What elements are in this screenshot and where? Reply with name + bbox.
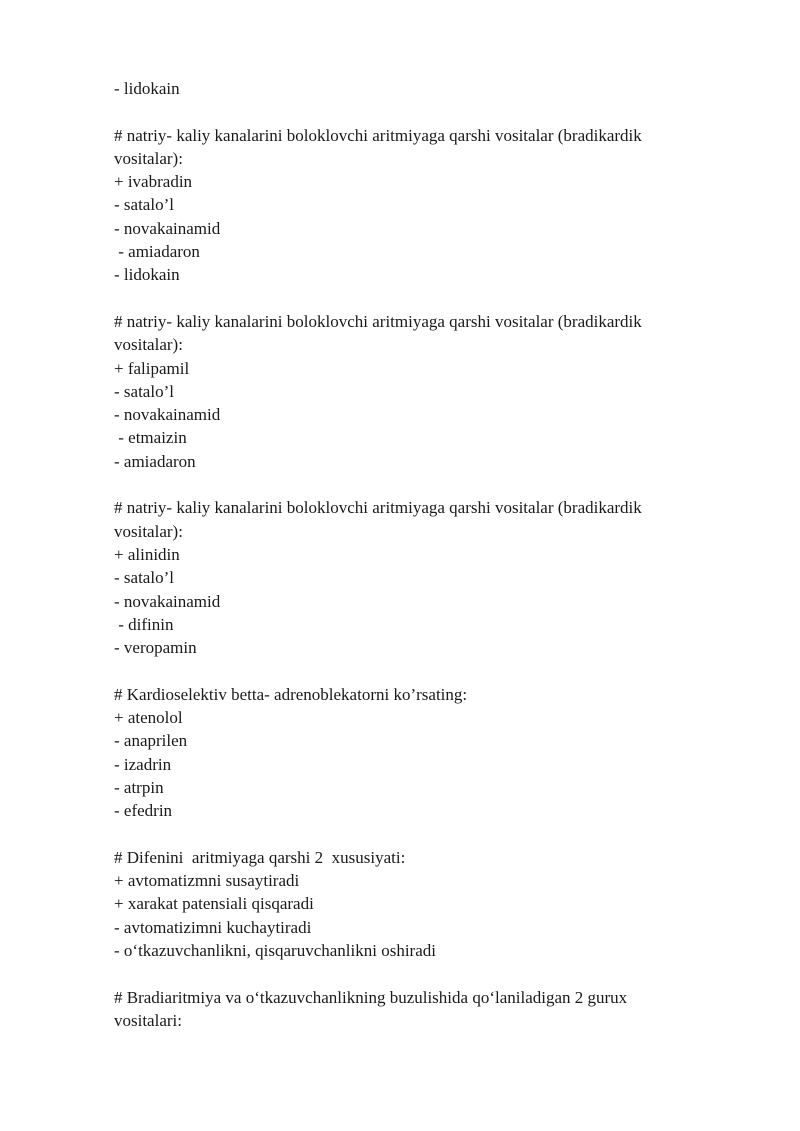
answer-option-line: - veropamin	[114, 638, 197, 658]
answer-option-line: - atrpin	[114, 777, 164, 797]
blank-line	[114, 287, 714, 310]
answer-option-line: - amiadaron	[114, 242, 200, 262]
blank-line	[114, 100, 714, 123]
text-line: vositalar):	[114, 335, 183, 355]
answer-option-line: - anaprilen	[114, 731, 188, 751]
correct-answer-line: + falipamil	[114, 358, 190, 378]
question-line: # natriy- kaliy kanalarini boloklovchi aritmiyaga qarshi vositalar (bradikardik	[114, 498, 642, 518]
answer-option-line: - o‘tkazuvchanlikni, qisqaruvchanlikni oshiradi	[114, 940, 436, 960]
answer-option-line: - etmaizin	[114, 428, 187, 448]
question-line: # Bradiaritmiya va o‘tkazuvchanlikning buzulishida qo‘laniladigan 2 gurux	[114, 987, 628, 1007]
correct-answer-line: + alinidin	[114, 544, 180, 564]
correct-answer-line: + ivabradin	[114, 172, 193, 192]
blank-line	[114, 962, 714, 985]
blank-line	[114, 473, 714, 496]
answer-option-line: - satalo’l	[114, 195, 174, 215]
text-line: vositalari:	[114, 1010, 182, 1030]
answer-option-line: - novakainamid	[114, 591, 221, 611]
question-line: # natriy- kaliy kanalarini boloklovchi aritmiyaga qarshi vositalar (bradikardik	[114, 311, 642, 331]
answer-option-line: - novakainamid	[114, 405, 221, 425]
answer-option-line: - izadrin	[114, 754, 172, 774]
correct-answer-line: + avtomatizmni susaytiradi	[114, 871, 300, 891]
answer-option-line: - novakainamid	[114, 218, 221, 238]
answer-option-line: - lidokain	[114, 79, 180, 98]
document-body	[114, 77, 714, 1032]
answer-option-line: - amiadaron	[114, 451, 196, 471]
answer-option-line: - avtomatizimni kuchaytiradi	[114, 917, 312, 937]
question-line: # Difenini aritmiyaga qarshi 2 xususiyati:	[114, 847, 406, 867]
text-line: vositalar):	[114, 521, 183, 541]
answer-option-line: - satalo’l	[114, 568, 174, 588]
question-line: # Kardioselektiv betta- adrenoblekatorni ko’rsating:	[114, 684, 468, 704]
answer-option-line: - efedrin	[114, 801, 173, 821]
correct-answer-line: + atenolol	[114, 708, 183, 728]
blank-line	[114, 659, 714, 682]
question-line: # natriy- kaliy kanalarini boloklovchi aritmiyaga qarshi vositalar (bradikardik	[114, 125, 642, 145]
answer-option-line: - difinin	[114, 614, 174, 634]
answer-option-line: - lidokain	[114, 265, 180, 285]
blank-line	[114, 823, 714, 846]
answer-option-line: - satalo’l	[114, 381, 174, 401]
text-line: vositalar):	[114, 148, 183, 168]
correct-answer-line: + xarakat patensiali qisqaradi	[114, 894, 314, 914]
